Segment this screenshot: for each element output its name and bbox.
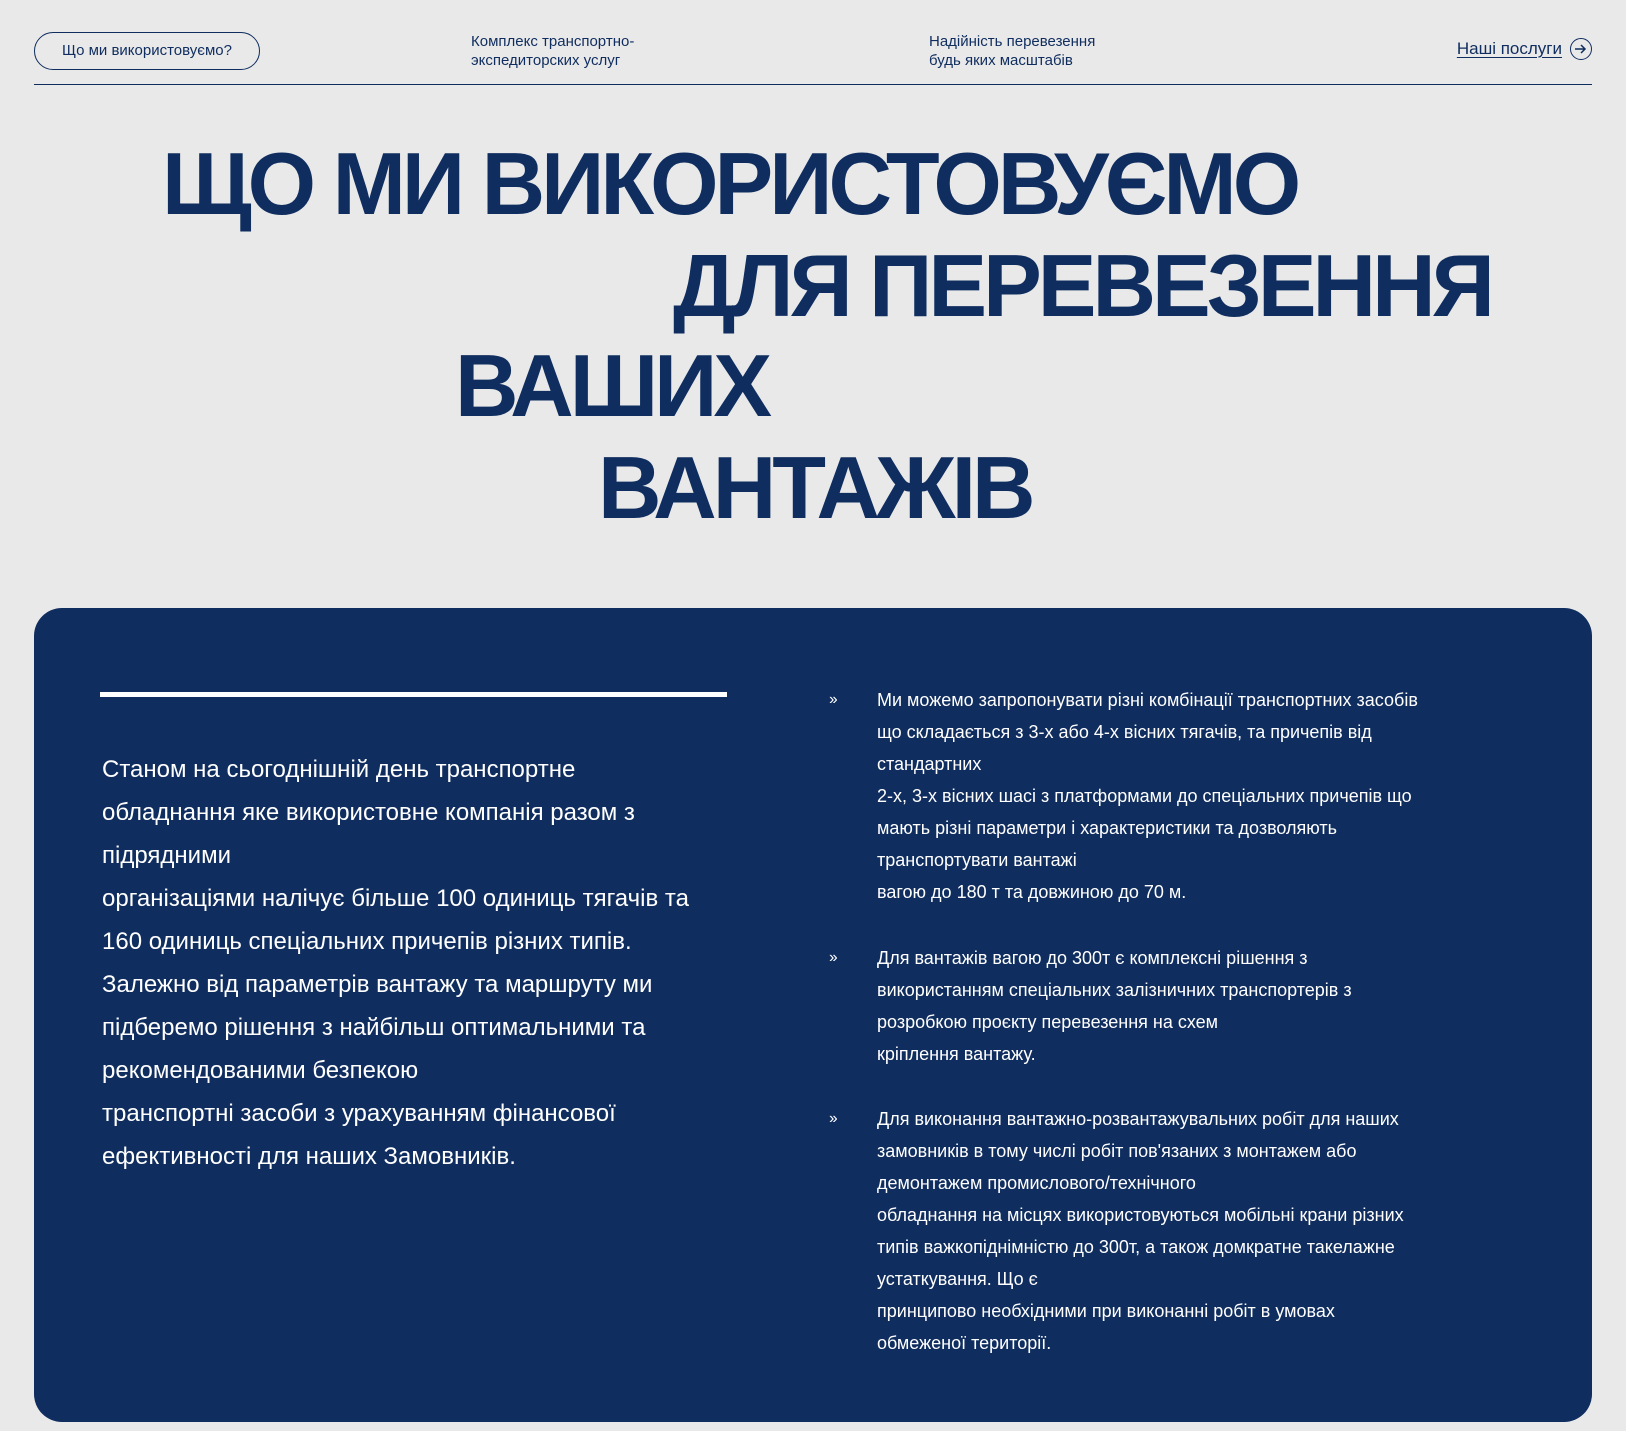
hero-title-line-4: ВАНТАЖІВ	[598, 438, 1032, 537]
double-chevron-right-icon: ››	[829, 949, 836, 966]
bullet-text: Для виконання вантажно-розвантажувальних робіт для наших замовників в тому числі робіт пов'язаних з монтажем або демонтажем промислового/технічного обладнання на місцях використовуються мобільні крани різних типів важкопіднімністю до 300т, а також домкратне такелажне устаткування. Що є принципово необхідними при виконанні робіт в умовах обмеженої території.	[877, 1109, 1404, 1353]
our-services-link[interactable]	[1457, 36, 1592, 62]
bullet-text: Ми можемо запропонувати різні комбінації транспортних засобів що складається з 3-х або 4-х вісних тягачів, та причепів від стандартних 2-х, 3-х вісних шасі з платформами до спеціальних причепів що мають різні параметри і характеристики та дозволяють транспортувати вантажі вагою до 180 т та довжиною до 70 м.	[877, 690, 1418, 902]
our-services-label: Наші послуги	[1456, 39, 1562, 58]
bullet-item-vehicles	[829, 684, 1479, 908]
intro-paragraph: Станом на сьогоднішній день транспортне обладнання яке використовне компанія разом з підрядними організаціями налічує більше 100 одиниць тягачів та 160 одиниць спеціальних причепів різних типів. Залежно від параметрів вантажу та маршруту ми підберемо рішення з найбільш оптимальними та рекомендованими безпекою транспортні засоби з урахуванням фінансової ефективності для наших Замовників.	[102, 756, 689, 1170]
arrow-right-circle-icon	[1570, 38, 1592, 60]
tagline-services: Комплекс транспортно- экспедиторских услуг	[471, 33, 635, 69]
section-pill-button[interactable]: Що ми використовуємо?	[34, 32, 260, 70]
bullet-item-rail	[829, 942, 1479, 1070]
panel-divider	[100, 692, 727, 697]
top-navigation	[34, 0, 1592, 85]
hero-title-line-1: ЩО МИ ВИКОРИСТОВУЄМО	[162, 134, 1298, 233]
bullet-text: Для вантажів вагою до 300т є комплексні рішення з використанням спеціальних залізничних транспортерів з розробкою проєкту перевезення на схем кріплення вантажу.	[877, 948, 1352, 1064]
hero-title-line-2: ДЛЯ ПЕРЕВЕЗЕННЯ	[673, 236, 1491, 335]
double-chevron-right-icon: ››	[829, 691, 836, 708]
bullet-item-cranes	[829, 1103, 1479, 1359]
equipment-info-panel	[34, 608, 1592, 1422]
double-chevron-right-icon: ››	[829, 1110, 836, 1127]
tagline-reliability: Надійність перевезення будь яких масштабів	[929, 33, 1096, 69]
hero-title-line-3: ВАШИХ	[455, 336, 769, 435]
